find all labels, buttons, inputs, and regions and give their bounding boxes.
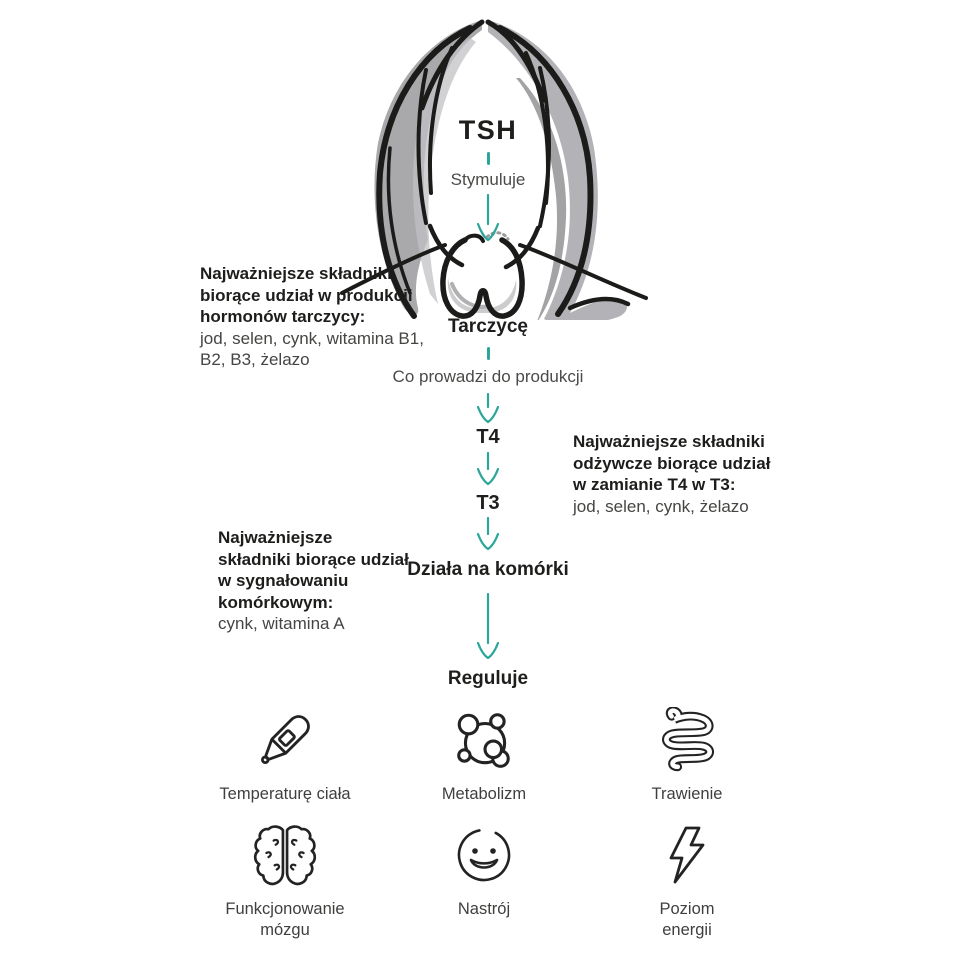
t4-label: T4 [476,426,500,448]
note-production-regular-line: jod, selen, cynk, witamina B1, [200,328,424,348]
note-production-regular-line: B2, B3, żelazo [200,350,310,369]
regulated-label: Poziom energii [659,900,715,939]
note-conversion-bold-line: Najważniejsze składniki [573,432,765,451]
note-production-bold-line: biorące udział w produkcji [200,285,413,305]
regulates-label: Reguluje [447,668,529,689]
metabolism-icon [451,707,517,773]
note-production [200,263,470,371]
note-conversion [573,431,853,517]
tsh-label: TSH [458,115,518,145]
note-signaling-regular-line: cynk, witamina A [218,614,345,633]
down-arrow-icon [475,517,501,551]
smiley-icon [452,823,516,887]
thermometer-icon [250,705,320,775]
regulated-item-metabolism [394,705,574,805]
note-conversion-regular-line: jod, selen, cynk, żelazo [573,496,749,516]
note-signaling-bold-line: komórkowym: [218,592,334,612]
connector-dash [487,152,490,165]
brain-icon [252,822,318,888]
down-arrow-icon [475,194,501,242]
regulated-label: Metabolizm [441,785,527,803]
note-signaling-bold-line: Najważniejsze [218,528,333,547]
note-signaling-bold-line: w sygnałowaniu [218,571,349,590]
down-arrow-icon [475,593,501,660]
thyroid-label: Tarczycę [448,316,528,337]
note-signaling-bold-line: składniki biorące udział [218,549,409,569]
note-conversion-bold-line: odżywcze biorące udział [573,453,771,473]
acts-on-cells-label: Działa na komórki [407,559,569,580]
regulated-label: Trawienie [651,785,723,803]
regulated-item-energy-level [597,820,777,941]
down-arrow-icon [475,393,501,424]
regulated-item-digestion [597,705,777,805]
regulated-item-brain-function [195,820,375,941]
regulated-label: Funkcjonowanie mózgu [225,900,345,939]
note-conversion-bold-line: w zamianie T4 w T3: [573,475,736,494]
note-production-bold-line: hormonów tarczycy: [200,307,366,326]
regulated-label: Temperaturę ciała [219,785,351,803]
connector-dash [487,347,490,360]
leads-to-label: Co prowadzi do produkcji [392,367,584,386]
note-signaling [218,527,438,635]
stimulates-label: Stymuluje [450,170,526,189]
down-arrow-icon [475,452,501,486]
regulated-label: Nastrój [457,900,511,918]
t3-label: T3 [476,492,500,514]
note-production-bold-line: Najważniejsze składniki [200,264,392,283]
lightning-icon [655,823,719,887]
intestines-icon [654,707,720,773]
regulated-item-mood [394,820,574,920]
regulated-item-body-temperature [195,705,375,805]
